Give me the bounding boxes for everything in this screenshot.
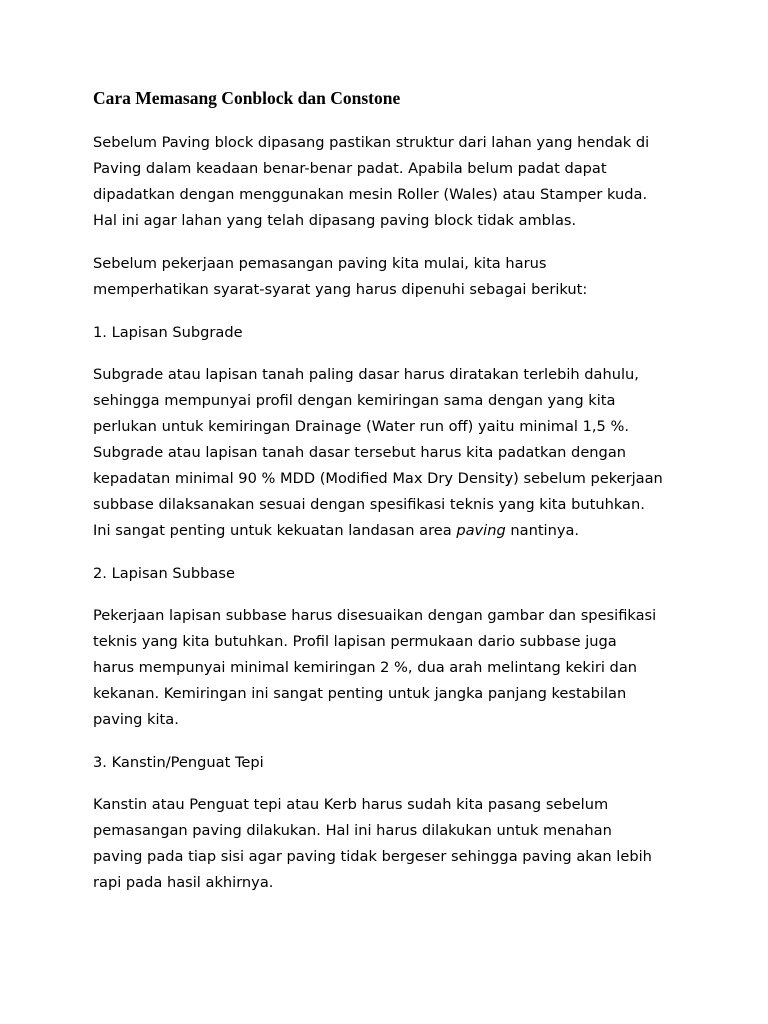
paragraph-line: Sebelum Paving block dipasang pastikan struktur dari lahan yang hendak di xyxy=(93,134,650,151)
paragraph-line: harus mempunyai minimal kemiringan 2 %, dua arah melintang kekiri dan xyxy=(93,659,638,676)
paragraph-line: Hal ini agar lahan yang telah dipasang paving block tidak amblas. xyxy=(93,212,577,229)
section-heading-subgrade xyxy=(93,320,693,346)
paragraph-line: dipadatkan dengan menggunakan mesin Roller (Wales) atau Stamper kuda. xyxy=(93,186,648,203)
paragraph-line: Subgrade atau lapisan tanah dasar tersebut harus kita padatkan dengan xyxy=(93,444,627,461)
paragraph-line: kepadatan minimal 90 % MDD (Modified Max Dry Density) sebelum pekerjaan xyxy=(93,470,663,487)
section-heading-subbase xyxy=(93,561,693,587)
requirements-paragraph xyxy=(93,251,693,303)
paragraph-line: perlukan untuk kemiringan Drainage (Water run off) yaitu minimal 1,5 %. xyxy=(93,418,629,435)
section-heading-text: 2. Lapisan Subbase xyxy=(93,565,235,582)
paragraph-line-last xyxy=(93,518,693,544)
section-heading-text: 3. Kanstin/Penguat Tepi xyxy=(93,754,264,771)
paragraph-line: rapi pada hasil akhirnya. xyxy=(93,874,274,891)
document-page xyxy=(93,86,693,896)
paragraph-line: sehingga mempunyai profil dengan kemiringan sama dengan yang kita xyxy=(93,392,616,409)
emphasized-word: paving xyxy=(456,522,506,539)
kanstin-paragraph xyxy=(93,792,693,896)
paragraph-line: Subgrade atau lapisan tanah paling dasar harus diratakan terlebih dahulu, xyxy=(93,366,639,383)
paragraph-line: Paving dalam keadaan benar-benar padat. Apabila belum padat dapat xyxy=(93,160,607,177)
paragraph-line: paving kita. xyxy=(93,711,179,728)
paragraph-text: nantinya. xyxy=(505,522,580,539)
paragraph-line: kekanan. Kemiringan ini sangat penting untuk jangka panjang kestabilan xyxy=(93,685,627,702)
section-heading-kanstin xyxy=(93,750,693,776)
section-heading-text: 1. Lapisan Subgrade xyxy=(93,324,243,341)
paragraph-line: Kanstin atau Penguat tepi atau Kerb harus sudah kita pasang sebelum xyxy=(93,796,609,813)
document-title: Cara Memasang Conblock dan Constone xyxy=(93,88,401,108)
intro-paragraph xyxy=(93,130,693,234)
paragraph-line: paving pada tiap sisi agar paving tidak bergeser sehingga paving akan lebih xyxy=(93,848,652,865)
paragraph-line: subbase dilaksanakan sesuai dengan spesifikasi teknis yang kita butuhkan. xyxy=(93,496,645,513)
paragraph-text: Ini sangat penting untuk kekuatan landasan area xyxy=(93,522,457,539)
paragraph-line: Sebelum pekerjaan pemasangan paving kita mulai, kita harus xyxy=(93,255,547,272)
subgrade-paragraph xyxy=(93,362,693,544)
subbase-paragraph xyxy=(93,603,693,733)
paragraph-line: Pekerjaan lapisan subbase harus disesuaikan dengan gambar dan spesifikasi xyxy=(93,607,657,624)
paragraph-line: memperhatikan syarat-syarat yang harus dipenuhi sebagai berikut: xyxy=(93,281,588,298)
paragraph-line: pemasangan paving dilakukan. Hal ini harus dilakukan untuk menahan xyxy=(93,822,612,839)
paragraph-line: teknis yang kita butuhkan. Profil lapisan permukaan dario subbase juga xyxy=(93,633,617,650)
